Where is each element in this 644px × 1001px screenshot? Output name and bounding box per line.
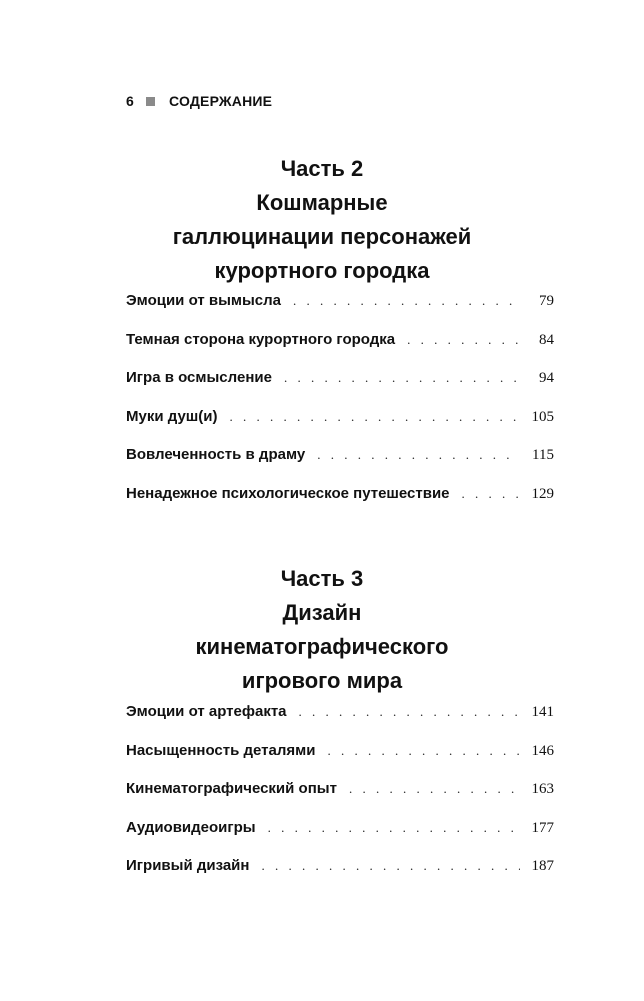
part-title-line: курортного городка	[214, 258, 430, 283]
dot-leader	[230, 409, 521, 425]
part-title-line: кинематографического	[195, 634, 449, 659]
toc-entry-title: Аудиовидеоигры	[126, 818, 256, 836]
toc-entry[interactable]	[126, 331, 554, 370]
toc-entry[interactable]	[126, 369, 554, 408]
toc-entry-title: Игра в осмысление	[126, 369, 272, 387]
dot-leader	[317, 447, 520, 463]
toc-entry-page: 105	[531, 408, 554, 425]
toc-entry-title: Эмоции от артефакта	[126, 703, 287, 720]
toc-entry-page: 94	[539, 370, 554, 387]
dot-leader	[293, 293, 520, 309]
toc-entry[interactable]	[126, 742, 554, 781]
toc-entry-title: Темная сторона курортного городка	[126, 330, 396, 348]
toc-entry-title: Ненадежное психологическое путешествие	[126, 484, 450, 502]
toc-entry-page: 84	[539, 331, 554, 348]
section-title: СОДЕРЖАНИЕ	[169, 93, 273, 109]
toc-entry-title: Кинематографический опыт	[126, 780, 337, 798]
toc-entry-title: Муки душ(и)	[126, 407, 218, 425]
toc-entry-title: Вовлеченность в драму	[126, 446, 306, 464]
dot-leader	[299, 704, 520, 720]
toc-entry-page: 115	[532, 447, 554, 464]
part-title-line: игрового мира	[241, 668, 403, 693]
part-title-line: галлюцинации персонажей	[172, 224, 472, 249]
toc-entry[interactable]	[126, 292, 554, 331]
dot-leader	[462, 486, 520, 502]
toc-list-part-3	[126, 703, 554, 896]
dot-leader	[407, 332, 520, 348]
part-label: Часть 3	[280, 566, 364, 591]
dot-leader	[284, 370, 520, 386]
toc-entry-page: 79	[539, 293, 554, 309]
dot-leader	[349, 781, 520, 797]
toc-entry[interactable]	[126, 485, 554, 524]
toc-entry[interactable]	[126, 857, 554, 896]
toc-entry-page: 141	[531, 704, 554, 720]
toc-entry[interactable]	[126, 780, 554, 819]
dot-leader	[268, 820, 520, 836]
page-number: 6	[126, 93, 134, 109]
toc-entry-page: 163	[531, 781, 554, 798]
toc-entry-title: Игривый дизайн	[126, 857, 250, 875]
toc-entry[interactable]	[126, 408, 554, 447]
dot-leader	[261, 858, 520, 874]
toc-entry-page: 146	[531, 742, 554, 759]
part-2-heading	[0, 152, 644, 288]
toc-entry[interactable]	[126, 446, 554, 485]
toc-entry[interactable]	[126, 703, 554, 742]
part-title-line: Дизайн	[282, 600, 362, 625]
part-3-heading	[0, 562, 644, 698]
dot-leader	[327, 743, 520, 759]
toc-entry-page: 177	[531, 819, 554, 836]
square-bullet-icon	[146, 97, 155, 106]
toc-entry-page: 129	[531, 485, 554, 502]
running-header	[126, 90, 272, 112]
toc-entry-page: 187	[531, 858, 554, 875]
part-label: Часть 2	[280, 156, 364, 181]
toc-entry-title: Насыщенность деталями	[126, 741, 316, 759]
part-title-line: Кошмарные	[256, 190, 388, 215]
toc-entry[interactable]	[126, 819, 554, 858]
toc-entry-title: Эмоции от вымысла	[126, 292, 282, 309]
toc-list-part-2	[126, 292, 554, 524]
